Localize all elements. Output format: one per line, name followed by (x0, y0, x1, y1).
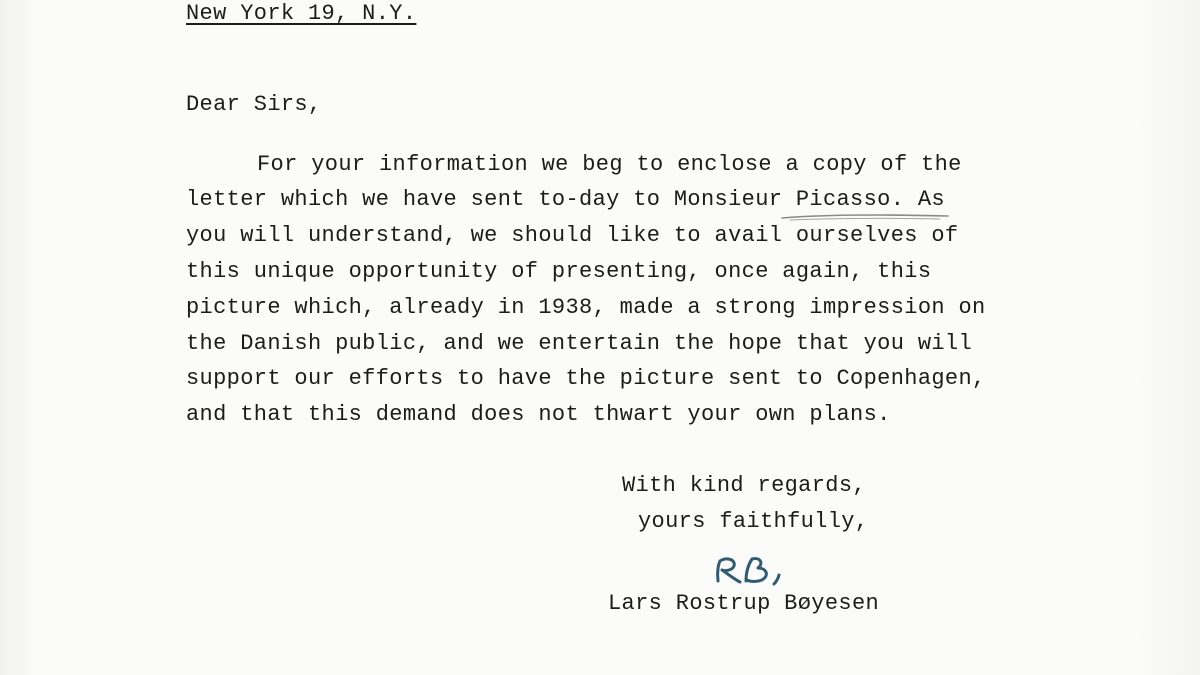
body-line: the Danish public, and we entertain the hope that you will (186, 331, 973, 356)
body-line: this unique opportunity of presenting, once again, this (186, 259, 932, 284)
body-line: picture which, already in 1938, made a strong impression on (186, 295, 986, 320)
body-line: support our efforts to have the picture sent to Copenhagen, (186, 366, 986, 391)
handwritten-signature (712, 553, 792, 587)
paper-edge-shadow-right (1140, 0, 1200, 675)
closing-faithfully: yours faithfully, (638, 509, 869, 534)
body-line: you will understand, we should like to avail ourselves of (186, 223, 959, 248)
body-line: letter which we have sent to-day to Monsieur Picasso. As (186, 187, 945, 212)
body-line: and that this demand does not thwart your own plans. (186, 402, 891, 427)
address-line: New York 19, N.Y. (186, 1, 417, 26)
signer-name: Lars Rostrup Bøyesen (608, 591, 880, 616)
pencil-underline-mark (780, 212, 950, 222)
body-line: For your information we beg to enclose a copy of the (257, 152, 962, 177)
paper-edge-shadow-left (0, 0, 40, 675)
closing-regards: With kind regards, (622, 473, 866, 498)
salutation: Dear Sirs, (186, 92, 322, 117)
